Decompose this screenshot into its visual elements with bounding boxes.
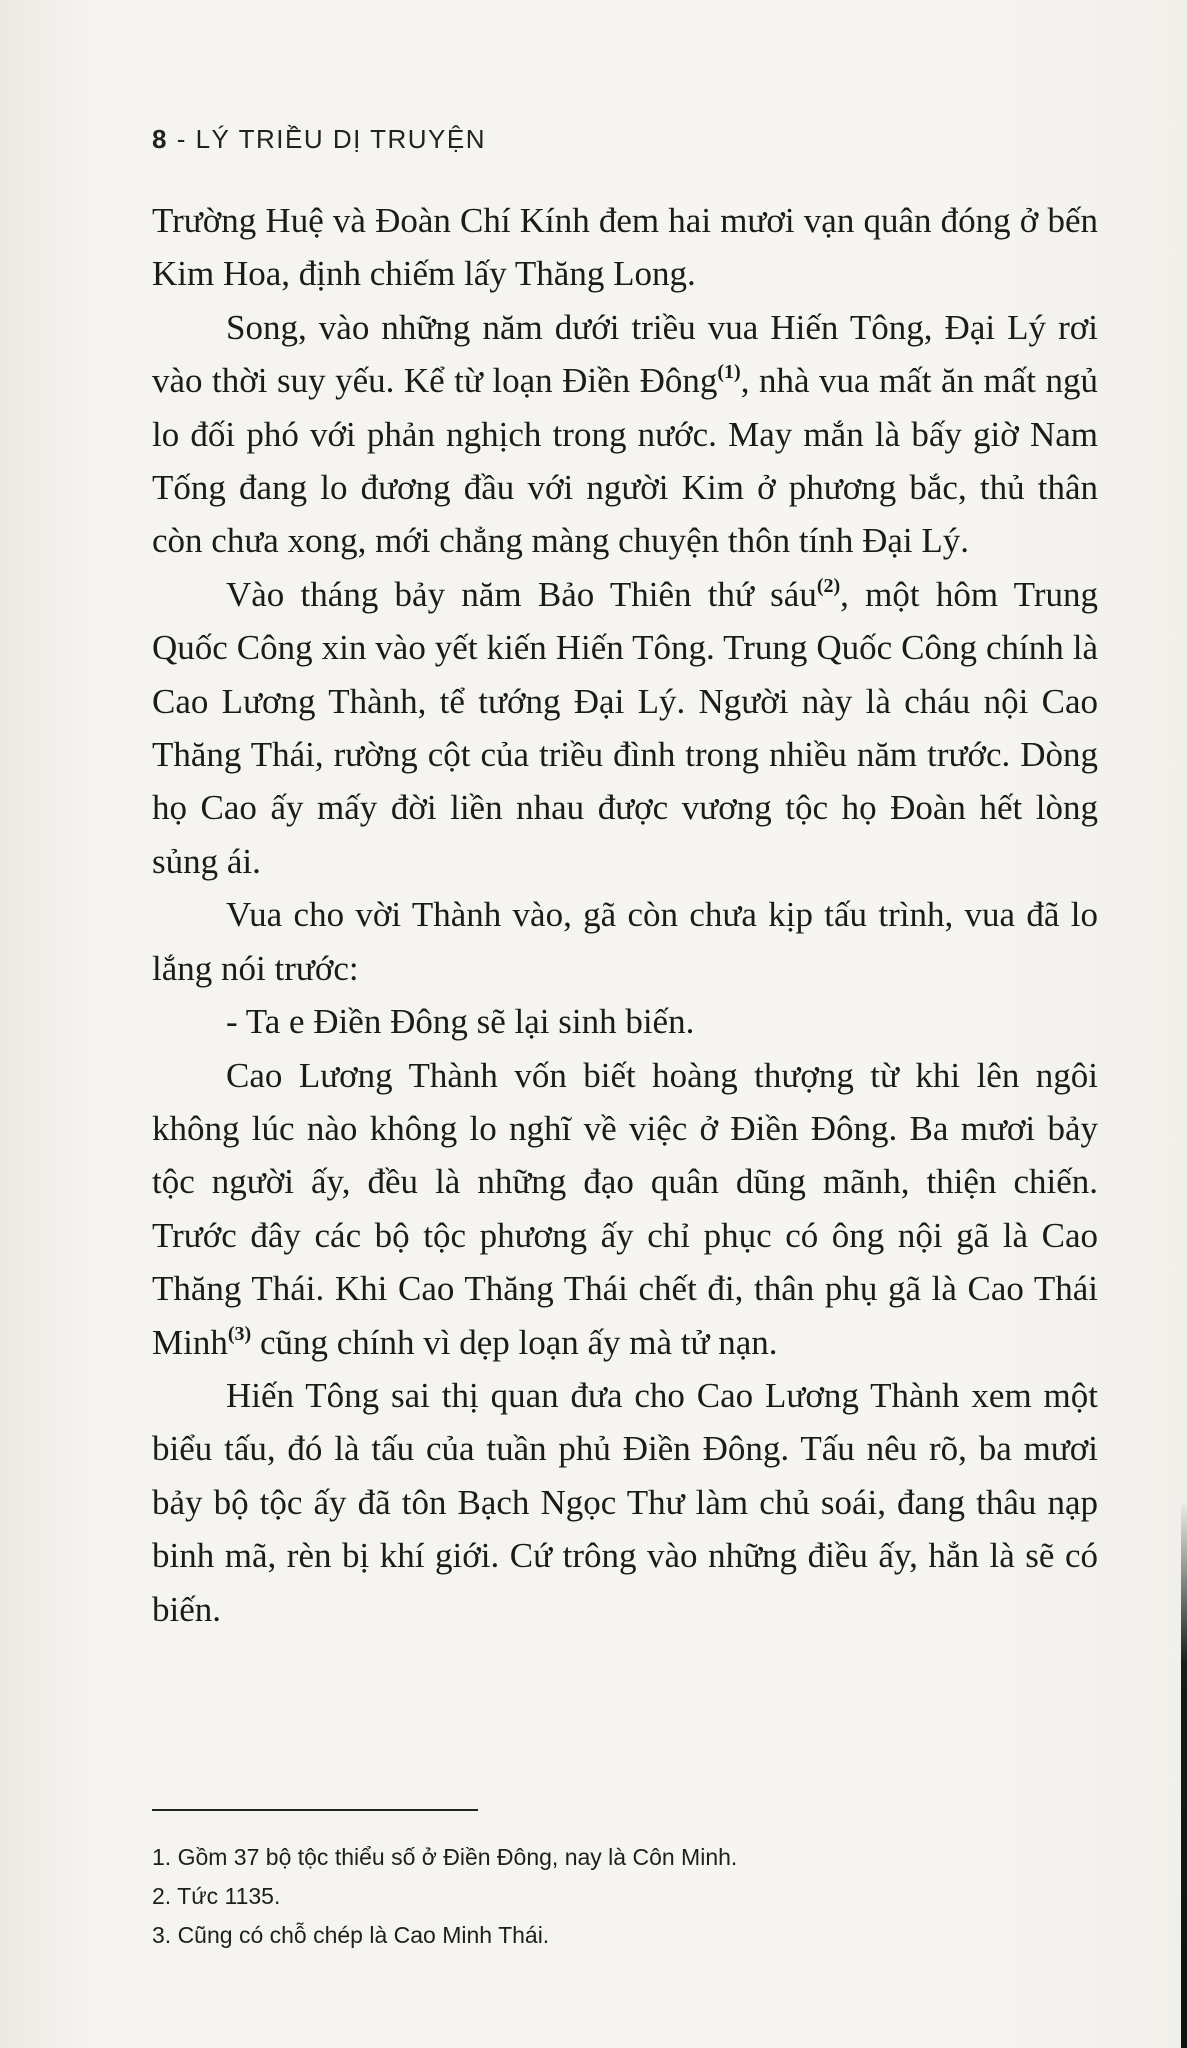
footnotes: [152, 1838, 1052, 1955]
footnote-divider: [152, 1809, 478, 1811]
paragraph-6: [152, 1049, 1098, 1369]
paragraph-6-part-b: cũng chính vì dẹp loạn ấy mà tử nạn.: [251, 1322, 778, 1362]
footnote-3: 3. Cũng có chỗ chép là Cao Minh Thái.: [152, 1922, 550, 1948]
running-header: [152, 124, 486, 155]
page-number: 8: [152, 124, 168, 154]
paragraph-4: Vua cho vời Thành vào, gã còn chưa kịp tấu trình, vua đã lo lắng nói trước:: [152, 895, 1098, 988]
book-spine-shadow: [1181, 1500, 1187, 2048]
footnote-1: 1. Gồm 37 bộ tộc thiểu số ở Điền Đông, nay là Côn Minh.: [152, 1844, 738, 1870]
paragraph-6-part-a: Cao Lương Thành vốn biết hoàng thượng từ khi lên ngôi không lúc nào không lo nghĩ về việc ở Điền Đông. Ba mươi bảy tộc người ấy, đều là những đạo quân dũng mãnh, thiện chiến. Trước đây các bộ tộc phương ấy chỉ phục có ông nội gã là Cao Thăng Thái. Khi Cao Thăng Thái chết đi, thân phụ gã là Cao Thái Minh: [152, 1055, 1098, 1362]
paragraph-2-part-a: Song, vào những năm dưới triều vua Hiến Tông, Đại Lý rơi vào thời suy yếu. Kể từ loạn Điền Đông: [152, 307, 1098, 401]
footnote-ref-3: (3): [227, 1322, 252, 1345]
footnote-ref-2: (2): [816, 574, 841, 597]
paragraph-1: Trường Huệ và Đoàn Chí Kính đem hai mươi vạn quân đóng ở bến Kim Hoa, định chiếm lấy Thăng Long.: [152, 201, 1098, 294]
book-title: - LÝ TRIỀU DỊ TRUYỆN: [176, 124, 487, 154]
paragraph-7: Hiến Tông sai thị quan đưa cho Cao Lương Thành xem một biểu tấu, đó là tấu của tuần phủ Điền Đông. Tấu nêu rõ, ba mươi bảy bộ tộc ấy đã tôn Bạch Ngọc Thư làm chủ soái, đang thâu nạp binh mã, rèn bị khí giới. Cứ trông vào những điều ấy, hẳn là sẽ có biến.: [152, 1375, 1098, 1629]
dialogue-line: - Ta e Điền Đông sẽ lại sinh biến.: [226, 1002, 695, 1042]
paragraph-2-part-b: , nhà vua mất ăn mất ngủ lo đối phó với phản nghịch trong nước. May mắn là bấy giờ Nam Tống đang lo đương đầu với người Kim ở phương bắc, thủ thân còn chưa xong, mới chẳng màng chuyện thôn tính Đại Lý.: [152, 361, 1098, 561]
paragraph-2: [152, 301, 1098, 568]
paragraph-3-part-b: , một hôm Trung Quốc Công xin vào yết kiến Hiến Tông. Trung Quốc Công chính là Cao Lương Thành, tể tướng Đại Lý. Người này là cháu nội Cao Thăng Thái, rường cột của triều đình trong nhiều năm trước. Dòng họ Cao ấy mấy đời liền nhau được vương tộc họ Đoàn hết lòng sủng ái.: [152, 574, 1098, 881]
paragraph-3: [152, 568, 1098, 888]
footnote-ref-1: (1): [717, 361, 741, 384]
footnote-2: 2. Tức 1135.: [152, 1883, 281, 1909]
paragraph-3-part-a: Vào tháng bảy năm Bảo Thiên thứ sáu: [226, 574, 817, 614]
body-text: [152, 194, 1098, 1636]
